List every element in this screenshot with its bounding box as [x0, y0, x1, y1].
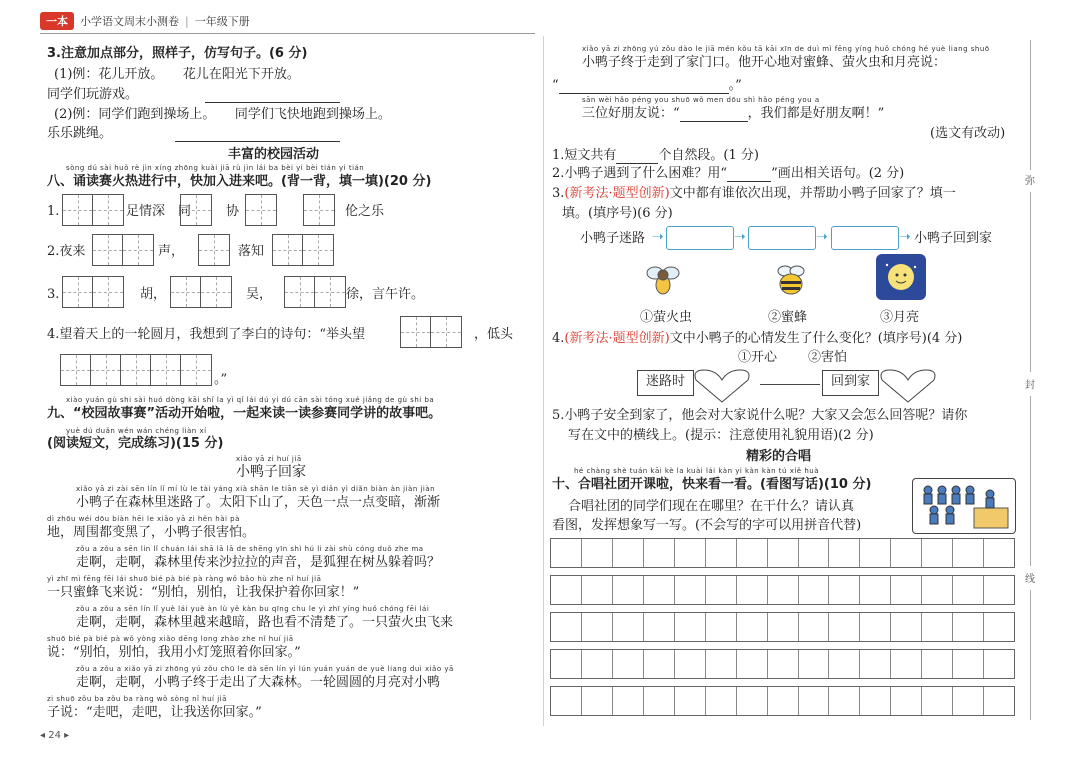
q9-sub-2[interactable]: 2.小鸭子遇到了什么困难？用“ ”画出相关语句。(2 分): [552, 166, 905, 181]
q8-line1-text-b: 协: [226, 204, 240, 219]
q9-subtitle: (阅读短文，完成练习)(15 分): [47, 436, 224, 451]
story-p1-pinyin: xiǎo yā zi zài sēn lín lǐ mí lù le tài yáng xià shān le tiān sè yì diǎn yì diǎn biàn àn jiàn jiàn: [76, 485, 436, 493]
writing-row[interactable]: [550, 649, 1015, 679]
q3-example-1: (1)例：花儿开放。 花儿在阳光下开放。: [54, 67, 300, 82]
seal-char-2: 封: [1025, 380, 1035, 391]
flow-box-2[interactable]: [748, 226, 816, 250]
flow-end: 小鸭子回到家: [914, 231, 993, 246]
q9-sub-5b: 写在文中的横线上。(提示：注意使用礼貌用语)(2 分): [568, 428, 874, 443]
arrow-icon: ➝: [652, 229, 664, 245]
story-p4: 走啊，走啊，小鸭子终于走出了大森林。一轮圆圆的月亮对小鸭: [76, 675, 441, 690]
heart-blank-2[interactable]: [876, 366, 940, 406]
story-p2b: 一只蜜蜂飞来说：“别怕，别怕，让我保护着你回家！”: [47, 585, 360, 600]
q8-grid-3a[interactable]: [62, 276, 124, 308]
q8-grid-1a[interactable]: [62, 194, 124, 226]
seal-line: [1030, 40, 1031, 170]
q9-pinyin: xiào yuán gù shi sài huó dòng kāi shǐ la yì qǐ lái dú yi dú cān sài tóng xué jiǎng de gù shi ba: [66, 396, 435, 404]
q9-pinyin-2: yuè dú duǎn wén wán chéng liàn xí: [66, 427, 207, 435]
story-p5-quote[interactable]: “ 。”: [552, 78, 742, 93]
q8-line4-text-b: ，低头: [474, 327, 514, 342]
story-p2: 走啊，走啊，森林里传来沙拉拉的声音，是狐狸在树丛躲着吗？: [76, 555, 441, 570]
q9-sub-3: 3.(新考法·题型创新)文中都有谁依次出现，并帮助小鸭子回家了？填一: [552, 186, 956, 201]
story-p4b: 子说：“走吧，走吧，让我送你回家。”: [47, 705, 262, 720]
writing-row[interactable]: [550, 686, 1015, 716]
story-p1: 小鸭子在森林里迷路了。太阳下山了，天色一点一点变暗，渐渐: [76, 495, 441, 510]
story-p2b-pinyin: yì zhī mì fēng fēi lái shuō bié pà bié pà ràng wǒ bǎo hù zhe nǐ huí jiā: [47, 575, 322, 583]
book-title: 小学语文周末小测卷: [80, 15, 179, 28]
story-p5: 小鸭子终于走到了家门口。他开心地对蜜蜂、萤火虫和月亮说：: [582, 55, 947, 70]
choir-picture-icon: [912, 478, 1016, 534]
story-title: 小鸭子回家: [236, 464, 306, 480]
q8-grid-2c[interactable]: [272, 234, 334, 266]
q9-title: 九、“校园故事赛”活动开始啦，一起来读一读参赛同学讲的故事吧。: [47, 406, 442, 421]
seal-char-3: 线: [1025, 574, 1035, 585]
story-p6[interactable]: 三位好朋友说：“ ，我们都是好朋友啊！”: [582, 106, 885, 121]
writing-row[interactable]: [550, 612, 1015, 642]
seal-line: [1030, 192, 1031, 372]
q3-answer-1[interactable]: [205, 87, 340, 103]
section-choir-title: 精彩的合唱: [746, 449, 812, 464]
q8-grid-2b[interactable]: [198, 234, 230, 266]
flow-start: 小鸭子迷路: [580, 231, 646, 246]
story-p2-pinyin: zǒu a zǒu a sēn lín lǐ chuán lái shā lā lā de shēng yīn shì hú li zài shù cóng duǒ zhe ma: [76, 545, 424, 553]
bee-icon: [768, 258, 814, 300]
writing-row[interactable]: [550, 538, 1015, 568]
q8-grid-1b[interactable]: [180, 194, 212, 226]
mood-happy: ①开心: [738, 350, 778, 365]
q8-line3-num: 3.: [47, 287, 60, 302]
q8-line2-text-c: 落知: [238, 244, 265, 259]
story-p6-pinyin: sān wèi hǎo péng you shuō wǒ men dōu shì hǎo péng you a: [582, 96, 820, 104]
story-p1b-pinyin: dì zhōu wéi dōu biàn hēi le xiǎo yā zi hěn hài pà: [47, 515, 240, 523]
heart-blank-1[interactable]: [690, 366, 754, 406]
header-rule: [40, 33, 535, 34]
q8-line4-text: 4.望着天上的一轮圆月，我想到了李白的诗句：“举头望: [47, 327, 366, 342]
page-header: [40, 10, 250, 32]
home-label: 回到家: [822, 370, 879, 396]
q3-prompt-1: 同学们玩游戏。: [47, 87, 139, 102]
page-number: ◂ 24 ▸: [40, 730, 70, 741]
writing-row[interactable]: [550, 575, 1015, 605]
story-source: (选文有改动): [930, 126, 1006, 141]
flow-box-3[interactable]: [831, 226, 899, 250]
option-firefly: ①萤火虫: [640, 310, 693, 325]
option-bee: ②蜜蜂: [768, 310, 808, 325]
q8-grid-3b[interactable]: [170, 276, 232, 308]
seal-line: [1030, 396, 1031, 566]
new-question-tag-2: (新考法·题型创新): [564, 331, 670, 346]
q3-title: 3.注意加点部分，照样子，仿写句子。(6 分): [47, 46, 308, 61]
q9-sub-1[interactable]: 1.短文共有 个自然段。(1 分): [552, 148, 759, 163]
seal-line: [1030, 590, 1031, 720]
story-p3: 走啊，走啊，森林里越来越暗，路也看不清楚了。一只萤火虫飞来: [76, 615, 454, 630]
q9-sub-4: 4.(新考法·题型创新)文中小鸭子的心情发生了什么变化？(填序号)(4 分): [552, 331, 963, 346]
story-p3b-pinyin: shuō bié pà bié pà wǒ yòng xiǎo dēng long zhào zhe nǐ huí jiā: [47, 635, 294, 643]
story-p3-pinyin: zǒu a zǒu a sēn lín lǐ yuè lái yuè àn lù yě kàn bu qīng chu le yì zhī yíng huǒ chóng fēi lái: [76, 605, 430, 613]
q8-grid-1d[interactable]: [303, 194, 335, 226]
column-divider: [543, 36, 544, 726]
arrow-icon: ➝: [816, 229, 828, 245]
q8-line3-text-c: 徐，言午许。: [346, 287, 425, 302]
q8-line3-text-b: 吴，: [246, 287, 273, 302]
arrow-icon: ➝: [899, 229, 911, 245]
moon-icon: [876, 254, 926, 300]
q8-line1-text-a: 足情深 同: [126, 204, 192, 219]
q3-example-2: (2)例：同学们跑到操场上。 同学们飞快地跑到操场上。: [54, 107, 391, 122]
q10-line-2: 看图，发挥想象写一写。(不会写的字可以用拼音代替): [552, 518, 862, 533]
q8-line1-text-c: 伦之乐: [345, 204, 385, 219]
story-p5-pinyin: xiǎo yā zi zhōng yú zǒu dào le jiā mén kǒu tā kāi xīn de duì mì fēng yíng huǒ chóng hé yuè liang shuō: [582, 45, 990, 53]
q8-grid-4a[interactable]: [400, 316, 462, 348]
arrow-icon: ➝: [734, 229, 746, 245]
q8-line2-text-a: 2.夜来: [47, 244, 86, 259]
q3-answer-2[interactable]: [175, 126, 340, 142]
seal-char-1: 弥: [1025, 176, 1035, 187]
flow-box-1[interactable]: [666, 226, 734, 250]
q10-pinyin: hé chàng shè tuán kāi kè la kuài lái kàn yi kàn kàn tú xiě huà: [574, 467, 819, 475]
q8-grid-2a[interactable]: [92, 234, 154, 266]
q8-line4-end: 。”: [214, 372, 228, 387]
lost-label: 迷路时: [637, 370, 694, 396]
mood-connector: [760, 384, 820, 385]
q8-line3-text-a: 胡，: [140, 287, 167, 302]
option-moon: ③月亮: [880, 310, 920, 325]
header-separator: |: [185, 14, 189, 28]
firefly-icon: [640, 258, 686, 300]
q8-grid-3c[interactable]: [284, 276, 346, 308]
mood-scared: ②害怕: [808, 350, 848, 365]
writing-grid[interactable]: [550, 538, 1015, 723]
q8-line2-text-b: 声，: [158, 244, 185, 259]
q9-sub-3b: 填。(填序号)(6 分): [562, 206, 673, 221]
story-p4b-pinyin: zi shuō zǒu ba zǒu ba ràng wǒ sòng nǐ huí jiā: [47, 695, 227, 703]
story-p3b: 说：“别怕，别怕，我用小灯笼照着你回家。”: [47, 645, 301, 660]
q8-grid-4b[interactable]: [60, 354, 212, 386]
q8-grid-1c[interactable]: [245, 194, 277, 226]
q10-title: 十、合唱社团开课啦，快来看一看。(看图写话)(10 分): [552, 477, 872, 492]
section-campus-title: 丰富的校园活动: [228, 147, 320, 162]
story-p4-pinyin: zǒu a zǒu a xiǎo yā zi zhōng yú zǒu chū le dà sēn lín yì lún yuán yuán de yuè liang duì xiǎo yā: [76, 665, 454, 673]
q8-pinyin: sòng dú sài huǒ rè jìn xíng zhōng kuài jiā rù jìn lái ba bèi yi bèi tián yi tián: [66, 164, 365, 172]
q8-title: 八、诵读赛火热进行中，快加入进来吧。(背一背，填一填)(20 分): [47, 174, 432, 189]
q9-sub-5: 5.小鸭子安全到家了，他会对大家说什么呢？大家又会怎么回答呢？请你: [552, 408, 968, 423]
new-question-tag: (新考法·题型创新): [564, 186, 670, 201]
brand-logo: 一本: [40, 12, 74, 30]
q8-line1-num: 1.: [47, 204, 60, 219]
q3-prompt-2: 乐乐跳绳。: [47, 126, 113, 141]
grade-label: 一年级下册: [194, 15, 250, 28]
story-p1b: 地，周围都变黑了，小鸭子很害怕。: [47, 525, 256, 540]
story-title-pinyin: xiǎo yā zi huí jiā: [236, 455, 302, 463]
q10-line-1: 合唱社团的同学们现在在哪里？在干什么？请认真: [568, 499, 855, 514]
